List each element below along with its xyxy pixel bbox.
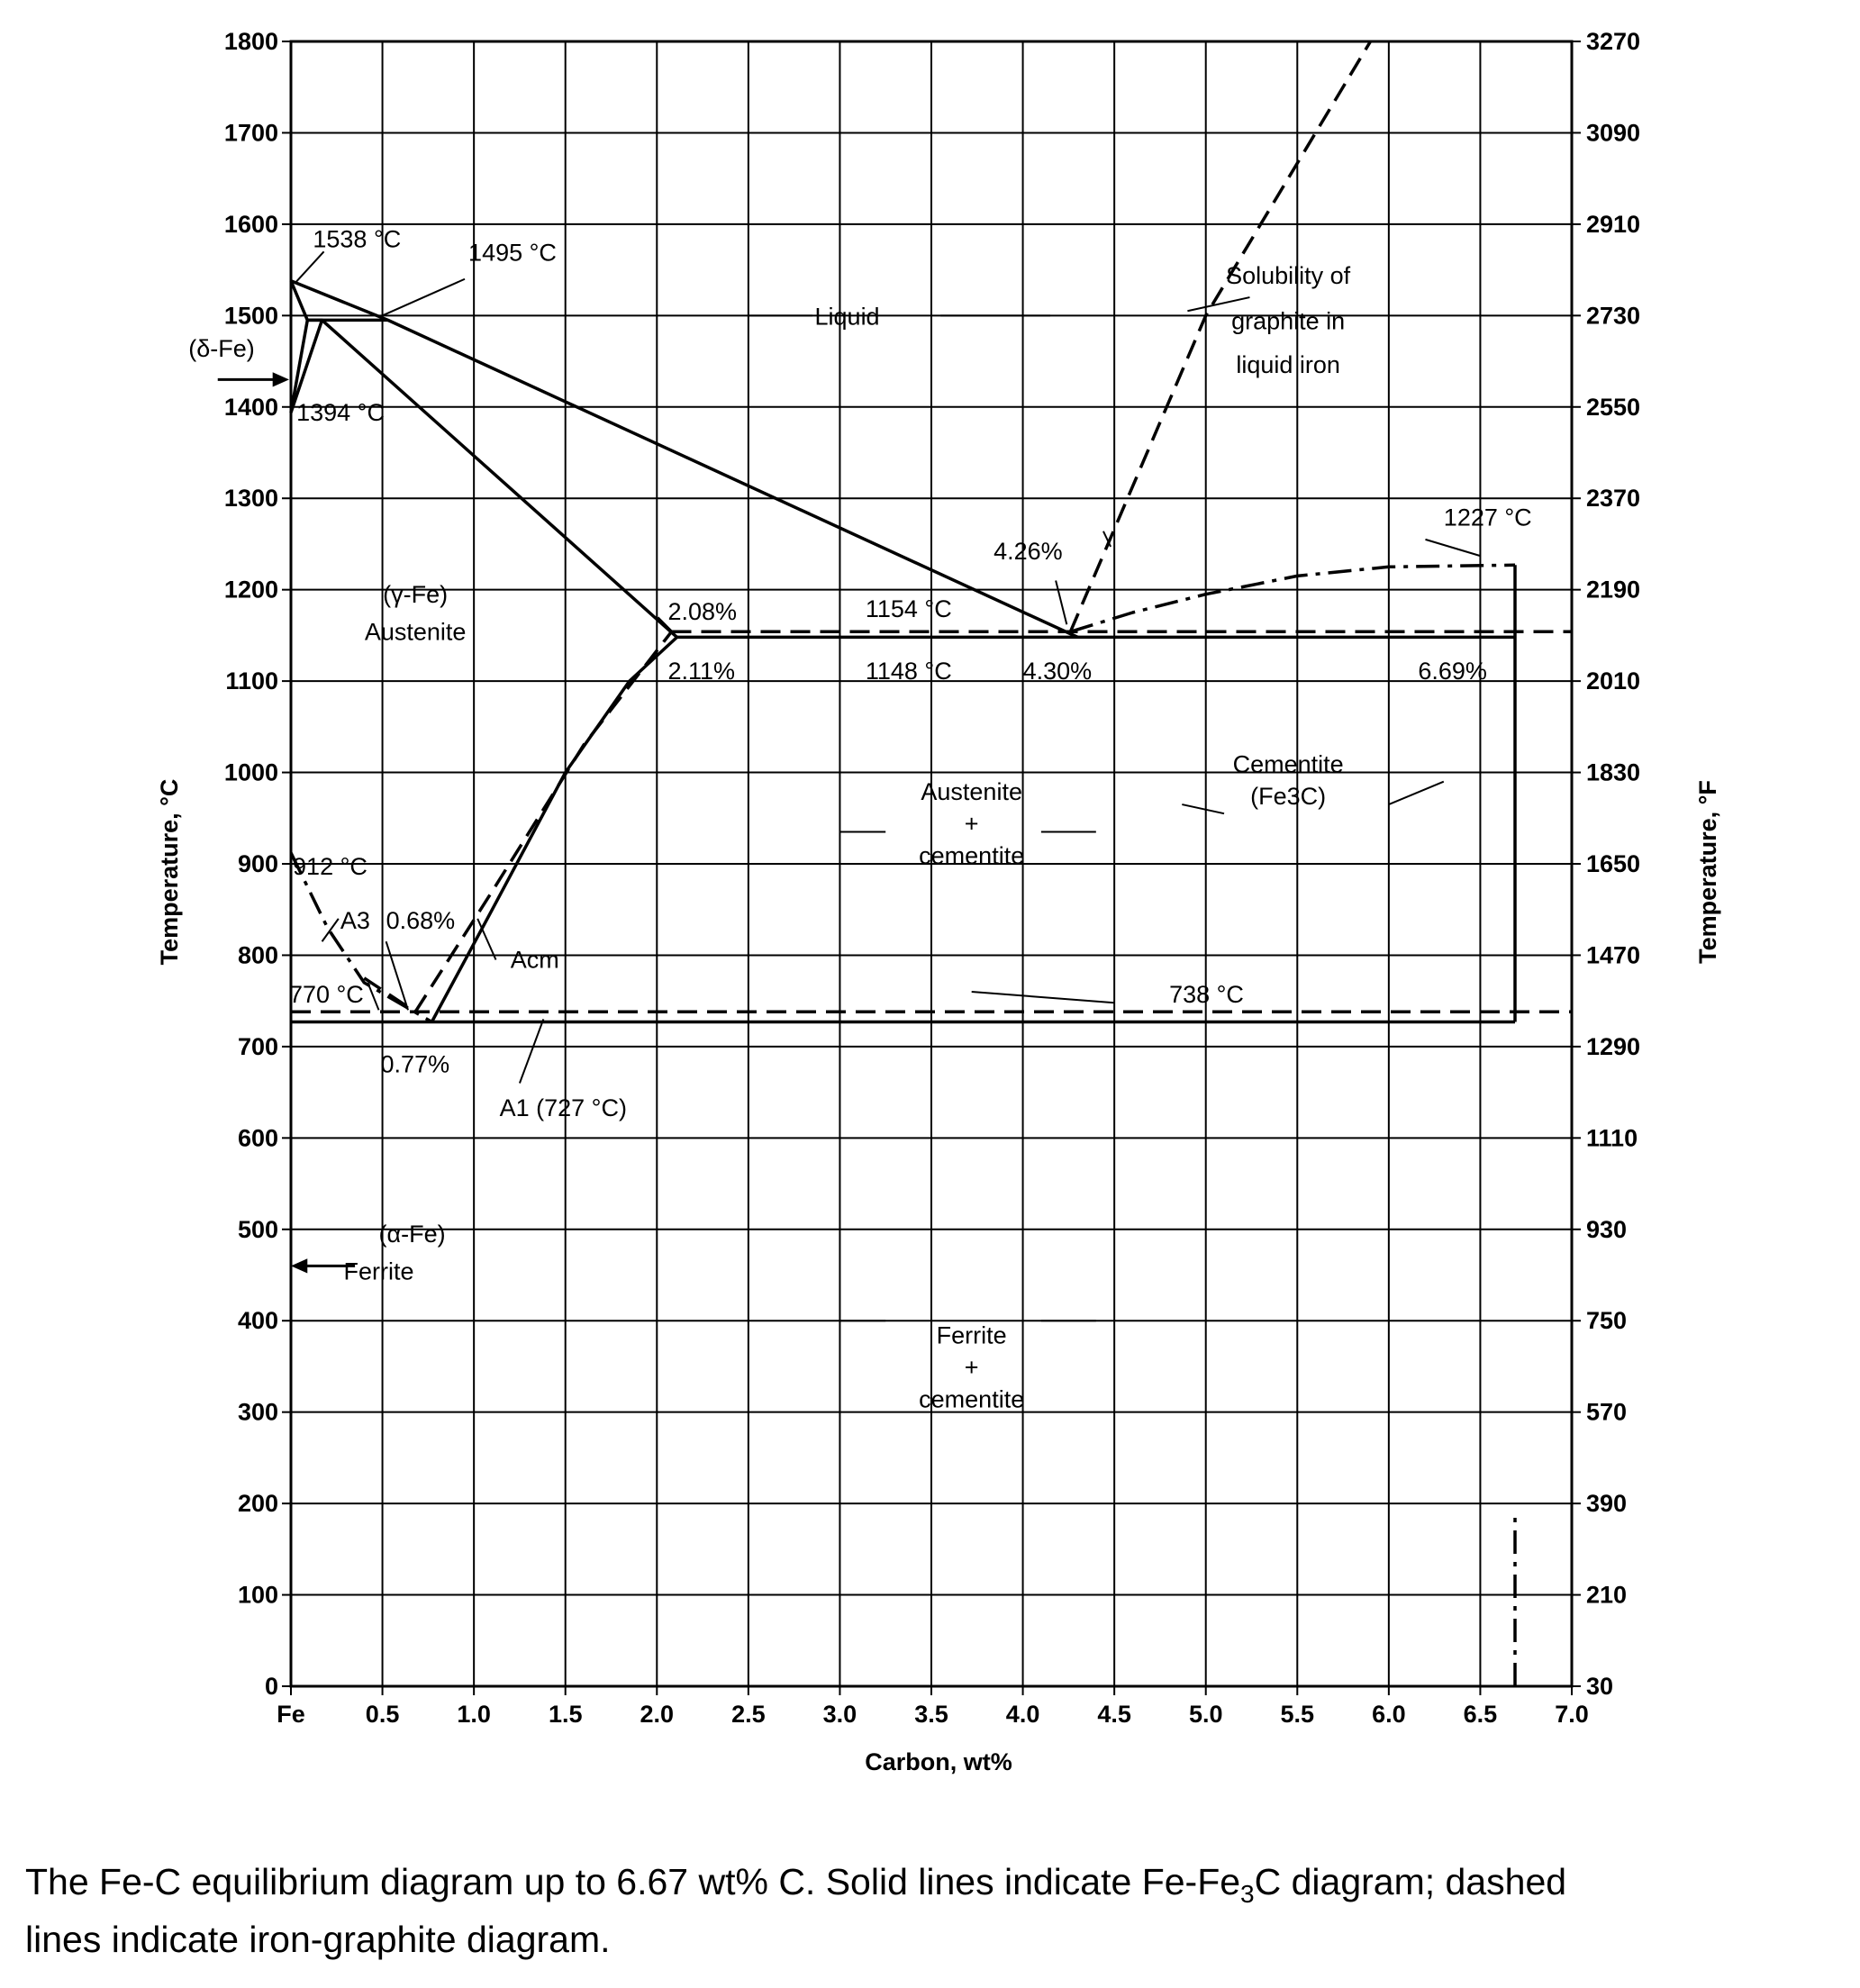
- y-tick-label-fahrenheit: 3270: [1586, 28, 1641, 55]
- caption-line1-end: C diagram; dashed: [1254, 1861, 1567, 1902]
- y-tick-label-fahrenheit: 2910: [1586, 210, 1641, 238]
- y-tick-label-fahrenheit: 1110: [1586, 1124, 1638, 1152]
- x-tick-label: 4.5: [1097, 1701, 1131, 1728]
- annotation-label: Solubility of: [1226, 261, 1351, 289]
- leader-line: [1425, 540, 1480, 556]
- annotation-label: +: [964, 810, 979, 838]
- annotation-label: 1148 °C: [865, 658, 952, 685]
- y-tick-label-celsius: 1100: [225, 667, 278, 695]
- leader-line: [520, 1019, 543, 1083]
- y-tick-label-celsius: 400: [237, 1307, 278, 1335]
- annotation-label: (γ-Fe): [383, 580, 449, 608]
- y-tick-label-fahrenheit: 570: [1586, 1398, 1628, 1426]
- y-tick-label-celsius: 1000: [223, 758, 278, 786]
- annotation-label: Ferrite: [936, 1321, 1007, 1349]
- series-cementite-liquidus: [1070, 565, 1515, 631]
- annotation-label: cementite: [919, 842, 1025, 869]
- annotation-label: cementite: [919, 1385, 1025, 1413]
- annotation-label: (δ-Fe): [188, 334, 255, 362]
- annotation-label: (Fe3C): [1250, 783, 1327, 811]
- annotation-label: (α-Fe): [378, 1220, 446, 1248]
- delta-fe-arrowhead: [273, 372, 289, 386]
- y-tick-label-fahrenheit: 1650: [1586, 850, 1641, 877]
- annotations: [188, 225, 1531, 1412]
- y-tick-label-fahrenheit: 390: [1586, 1490, 1628, 1518]
- leader-line: [477, 919, 495, 960]
- x-tick-label: 7.0: [1555, 1701, 1589, 1728]
- y-axis-label-celsius: Temperature, °C: [156, 778, 183, 966]
- x-tick-label: 5.0: [1188, 1701, 1223, 1728]
- x-tick-label: 1.5: [548, 1701, 583, 1728]
- y-tick-label-celsius: 700: [237, 1032, 278, 1060]
- annotation-label: A1 (727 °C): [499, 1094, 627, 1121]
- y-tick-label-fahrenheit: 2550: [1586, 393, 1641, 421]
- annotation-label: 2.11%: [667, 658, 736, 685]
- x-tick-label: 4.0: [1005, 1701, 1040, 1728]
- x-axis-label: Carbon, wt%: [865, 1748, 1012, 1775]
- y-tick-label-celsius: 0: [264, 1673, 278, 1700]
- annotation-label: Ferrite: [343, 1257, 414, 1285]
- y-tick-label-fahrenheit: 3090: [1586, 119, 1641, 147]
- y-tick-label-fahrenheit: 930: [1586, 1215, 1628, 1243]
- y-tick-label-celsius: 300: [237, 1398, 278, 1426]
- annotation-label: +: [964, 1354, 979, 1382]
- caption-subscript: 3: [1240, 1880, 1255, 1909]
- annotation-label: 1495 °C: [468, 239, 557, 267]
- leader-line: [1056, 581, 1066, 625]
- x-tick-label: 2.5: [731, 1701, 766, 1728]
- leader-line: [972, 992, 1114, 1003]
- x-tick-label: 1.0: [457, 1701, 491, 1728]
- caption-line1: The Fe-C equilibrium diagram up to 6.67 wt% C. Solid lines indicate Fe-Fe: [25, 1861, 1241, 1902]
- leader-line: [1182, 804, 1224, 813]
- y-tick-label-celsius: 1600: [223, 210, 278, 238]
- y-tick-label-celsius: 200: [237, 1490, 278, 1518]
- annotation-label: 770 °C: [288, 981, 364, 1009]
- y-tick-label-fahrenheit: 750: [1586, 1307, 1628, 1335]
- y-tick-label-fahrenheit: 210: [1586, 1581, 1628, 1609]
- y-tick-label-celsius: 500: [237, 1215, 278, 1243]
- x-tick-label: 3.5: [914, 1701, 948, 1728]
- y-tick-label-fahrenheit: 2010: [1586, 667, 1641, 695]
- y-tick-label-celsius: 1500: [223, 302, 278, 330]
- figure-caption: [25, 1859, 1836, 1962]
- y-tick-label-celsius: 1700: [223, 119, 278, 147]
- annotation-label: 738 °C: [1169, 981, 1244, 1009]
- y-tick-label-celsius: 1800: [223, 28, 278, 55]
- x-tick-label: 2.0: [640, 1701, 675, 1728]
- annotation-label: Acm: [510, 946, 559, 974]
- annotation-label: 0.77%: [380, 1050, 450, 1078]
- y-tick-label-fahrenheit: 2190: [1586, 576, 1641, 604]
- y-tick-label-celsius: 1300: [223, 485, 278, 513]
- annotation-label: 4.26%: [994, 538, 1063, 566]
- y-tick-label-celsius: 1400: [223, 393, 278, 421]
- leader-line: [295, 251, 324, 284]
- leader-line: [383, 279, 465, 316]
- annotation-label: 1538 °C: [313, 225, 402, 253]
- y-tick-label-fahrenheit: 1470: [1586, 941, 1641, 969]
- y-tick-label-fahrenheit: 30: [1586, 1673, 1614, 1700]
- annotation-label: 2.08%: [667, 598, 738, 626]
- y-tick-label-celsius: 100: [237, 1581, 278, 1609]
- alpha-fe-arrowhead: [291, 1258, 307, 1273]
- annotation-label: 6.69%: [1418, 658, 1487, 685]
- annotation-label: Austenite: [364, 618, 467, 646]
- x-tick-label: 5.5: [1280, 1701, 1315, 1728]
- x-tick-label: 6.5: [1463, 1701, 1498, 1728]
- annotation-label: A3: [340, 907, 370, 935]
- annotation-label: 1227 °C: [1443, 504, 1532, 531]
- y-tick-label-celsius: 1200: [223, 576, 278, 604]
- x-tick-label: Fe: [277, 1701, 305, 1728]
- y-tick-label-fahrenheit: 2370: [1586, 485, 1641, 513]
- y-tick-label-celsius: 900: [237, 850, 278, 877]
- annotation-label: 0.68%: [386, 907, 456, 935]
- annotation-label: 912 °C: [293, 853, 367, 881]
- x-tick-label: 3.0: [822, 1701, 857, 1728]
- series-graphite-solubility: [1070, 41, 1370, 631]
- caption-line2: lines indicate iron-graphite diagram.: [25, 1919, 611, 1961]
- annotation-label: 4.30%: [1022, 658, 1093, 685]
- y-tick-label-fahrenheit: 2730: [1586, 302, 1641, 330]
- annotation-label: graphite in: [1231, 307, 1346, 335]
- x-tick-label: 6.0: [1372, 1701, 1406, 1728]
- x-tick-label: 0.5: [365, 1701, 400, 1728]
- y-tick-label-celsius: 800: [237, 941, 278, 969]
- y-tick-label-fahrenheit: 1830: [1586, 758, 1641, 786]
- annotation-label: 1394 °C: [296, 398, 385, 426]
- y-tick-label-fahrenheit: 1290: [1586, 1032, 1641, 1060]
- annotation-label: Liquid: [814, 303, 880, 331]
- y-tick-label-celsius: 600: [237, 1124, 278, 1152]
- annotation-label: 1154 °C: [865, 595, 952, 623]
- annotation-label: liquid iron: [1236, 351, 1340, 379]
- annotation-label: Cementite: [1232, 750, 1344, 778]
- leader-line: [1389, 782, 1444, 804]
- y-axis-label-fahrenheit: Temperature, °F: [1694, 780, 1721, 964]
- annotation-label: Austenite: [921, 777, 1022, 805]
